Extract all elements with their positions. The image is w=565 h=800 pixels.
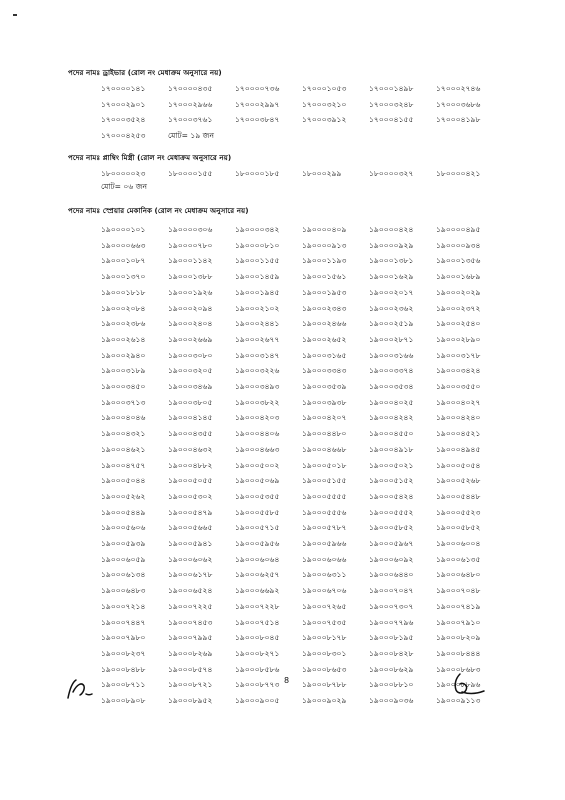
roll-number: ১৯০০০২১০২ bbox=[235, 303, 280, 313]
roll-number: ১৯০০০৮৯০৮ bbox=[101, 696, 146, 706]
roll-number: ১৯০০০৩২২৬ bbox=[235, 366, 280, 376]
roll-number: ১৭০০০১৪৯৮ bbox=[369, 84, 414, 93]
roll-number: ১৯০০০০৬৬৩ bbox=[101, 240, 146, 250]
total-count: মোট= ১৯ জন bbox=[168, 131, 215, 141]
roll-number: ১৯০০০৫৬৬৫ bbox=[168, 523, 213, 533]
roll-number: ১৯০০০০৭৮০ bbox=[168, 240, 213, 250]
roll-number: ১৯০০০৫০৫৫ bbox=[168, 476, 213, 486]
roll-number: ১৯০০০৭৫৩৫ bbox=[302, 617, 347, 627]
roll-number: ১৯০০০৬৫২৪ bbox=[168, 586, 213, 596]
roll-number: ১৯০০০৫৭১৫ bbox=[235, 523, 280, 533]
roll-number: ১৯০০০৫০২১ bbox=[369, 460, 414, 470]
roll-number: ১৯০০০৬৪৪০ bbox=[369, 570, 414, 580]
roll-number: ১৭০০০২৯৬৬ bbox=[168, 99, 213, 109]
roll-number: ১৯০০০২০১৭ bbox=[369, 287, 414, 297]
roll-number: ১৯০০০৬০৬৪ bbox=[235, 554, 280, 564]
roll-number: ১৯০০০৫৩০২ bbox=[168, 491, 213, 501]
roll-number: ১৯০০০৭২২৫ bbox=[168, 601, 213, 611]
roll-number: ১৯০০০৬০৯২ bbox=[369, 554, 414, 564]
roll-number: ১৯০০০১৩৫৬ bbox=[436, 256, 481, 266]
roll-number: ১৯০০০৮৬৫৩ bbox=[302, 664, 347, 674]
roll-number: ১৭০০০০৭৩৬ bbox=[235, 84, 280, 93]
roll-number: ১৯০০০৪২০৩ bbox=[235, 413, 280, 423]
roll-number: ১৯০০০১১৪২ bbox=[168, 256, 213, 266]
roll-number: ১৯০০০১৯৪৫ bbox=[235, 287, 280, 297]
roll-number: ১৯০০০৪৪৮০ bbox=[302, 429, 347, 439]
roll-number: ১৭০০০২৭৪৬ bbox=[436, 84, 481, 93]
roll-number: ১৯০০০২৫১৯ bbox=[369, 319, 414, 329]
roll-number: ১৯০০০৬০৬২ bbox=[168, 554, 213, 564]
roll-number: ১৯০০০৪০২৫ bbox=[369, 397, 414, 407]
section-heading-driver: পদের নামঃ ড্রাইভার (রোল নং মেধাক্রম অনুসারে নয়) bbox=[68, 68, 222, 77]
roll-number: ১৯০০০৭৫১৪ bbox=[235, 617, 280, 627]
roll-number: ১৯০০০৮১৯৫ bbox=[369, 633, 414, 643]
roll-number: ১৯০০০০৪০৯ bbox=[302, 225, 347, 234]
roll-number: ১৯০০০৭৯১০ bbox=[436, 617, 481, 627]
page-number: 8 bbox=[284, 676, 290, 685]
roll-number: ১৯০০০৫৮৫২ bbox=[369, 523, 414, 533]
roll-number: ১৯০০০১৮১৮ bbox=[101, 287, 146, 297]
roll-number: ১৯০০০২৩৭২ bbox=[436, 303, 481, 313]
roll-number: ১৯০০০৩৫৫০ bbox=[436, 382, 481, 392]
roll-number: ১৭০০০১০৫৩ bbox=[302, 84, 347, 93]
roll-number: ১৭০০০৩৬৮৬ bbox=[436, 99, 481, 109]
roll-number: ১৯০০০১৬২৯ bbox=[369, 272, 414, 282]
roll-number: ১৯০০০২৯৪০ bbox=[101, 350, 146, 360]
roll-number: ১৯০০০৪৫২১ bbox=[436, 429, 481, 439]
roll-number: ১৯০০০৪২৪২ bbox=[369, 413, 414, 423]
roll-number: ১৯০০০৩৪৯৩ bbox=[235, 382, 280, 392]
roll-number: ১৯০০০৬০০৪ bbox=[436, 539, 481, 549]
roll-number: ১৯০০০৭৯৯৫ bbox=[168, 633, 213, 643]
roll-number: ১৯০০০৭৯৮০ bbox=[101, 633, 146, 643]
roll-number: ১৯০০০৮০৪৫ bbox=[235, 633, 280, 643]
roll-number: ১৯০০০৪২৪০ bbox=[436, 413, 481, 423]
roll-number: ১৯০০০৭৪৪৭ bbox=[101, 617, 146, 627]
roll-number: ১৯০০০৪০৪৬ bbox=[101, 413, 146, 423]
roll-number: ১৯০০০৭০৪৭ bbox=[369, 586, 414, 596]
roll-number: ১৯০০০৩৪৫০ bbox=[101, 382, 146, 392]
roll-number: ১৯০০০৫০৬৯ bbox=[235, 476, 280, 486]
roll-number: ১৯০০০৫৪২৪ bbox=[369, 491, 414, 501]
roll-number: ১৯০০০০৪২৪ bbox=[369, 225, 414, 234]
roll-number: ১৭০০০৩৫২৪ bbox=[101, 115, 146, 125]
roll-number: ১৯০০০৫৯৬৬ bbox=[302, 539, 347, 549]
total-count: মোট= ০৬ জন bbox=[101, 182, 148, 191]
roll-number: ১৭০০০২৯৯৭ bbox=[235, 99, 280, 109]
roll-number: ১৯০০০৩১৬৬ bbox=[369, 350, 414, 360]
roll-number: ১৯০০০৭২১৪ bbox=[101, 601, 146, 611]
roll-number: ১৯০০০৩৫৩৯ bbox=[302, 382, 347, 392]
roll-number: ১৯০০০৬৪৮৩ bbox=[101, 586, 146, 596]
roll-number: ১৯০০০২৪৬৬ bbox=[302, 319, 347, 329]
roll-number: ১৯০০০৮৭৮৮ bbox=[302, 680, 347, 690]
roll-number: ১৯০০০৬০৬৬ bbox=[302, 554, 347, 564]
roll-number: ১৯০০০১৬৮৯ bbox=[436, 272, 481, 282]
roll-number: ১৭০০০৩২৪৮ bbox=[369, 99, 414, 109]
roll-number: ১৯০০০০৩৪২ bbox=[235, 225, 280, 234]
roll-number: ১৯০০০৩৮০৫ bbox=[168, 397, 213, 407]
roll-number: ১৯০০০৩০৮০ bbox=[168, 350, 213, 360]
roll-number: ১৯০০০৮১৭৮ bbox=[302, 633, 347, 643]
roll-number: ১৯০০০৩৮২২ bbox=[235, 397, 280, 407]
roll-number: ১৯০০০৮৫৭৪ bbox=[168, 664, 213, 674]
section-heading-plumbing: পদের নামঃ প্লাম্বিং মিস্ত্রী (রোল নং মেধাক্রম অনুসারে নয়) bbox=[68, 153, 232, 162]
roll-number: ১৯০০০৫৫২৩ bbox=[436, 507, 481, 517]
roll-number: ১৯০০০০৯২৯ bbox=[369, 240, 414, 250]
roll-number: ১৯০০০৫০১৮ bbox=[302, 460, 347, 470]
roll-number: ১৯০০০৩৪২৪ bbox=[436, 366, 481, 376]
roll-number: ১৯০০০২৮৯০ bbox=[436, 334, 481, 344]
roll-number: ১৯০০০২৪০৪ bbox=[168, 319, 213, 329]
roll-number: ১৯০০০৪৮৮২ bbox=[168, 460, 213, 470]
roll-number: ১৯০০০০৩০৬ bbox=[168, 225, 213, 234]
roll-number: ১৯০০০৪৬২১ bbox=[101, 444, 146, 454]
roll-number: ১৯০০০৫২৬২ bbox=[101, 491, 146, 501]
roll-number: ১৯০০০৮৭১১ bbox=[101, 680, 146, 690]
roll-number: ১৯০০০৩৫৩৪ bbox=[369, 382, 414, 392]
roll-number: ১৭০০০৩৮৪৭ bbox=[235, 115, 280, 125]
roll-number: ১৯০০০২৩৬২ bbox=[369, 303, 414, 313]
section-heading-sprayer: পদের নামঃ স্প্রেয়ার মেকানিক (রোল নং মেধাক্রম অনুসারে নয়) bbox=[68, 206, 249, 215]
roll-number: ১৯০০০৫৪৪৮ bbox=[436, 491, 481, 501]
roll-number: ১৯০০০৭২৬৫ bbox=[302, 601, 347, 611]
roll-number: ১৯০০০৮৭৭৩ bbox=[235, 680, 280, 690]
roll-number: ১৭০০০০৪৩৫ bbox=[168, 84, 213, 93]
roll-number: ১৯০০০১১৯৩ bbox=[302, 256, 347, 266]
roll-number: ১৯০০০৬১৭৮ bbox=[168, 570, 213, 580]
roll-number: ১৯০০০৩১৪৭ bbox=[235, 350, 280, 360]
roll-number: ১৯০০০১৯২৬ bbox=[168, 287, 213, 297]
roll-number: ১৯০০০৮৬২৯ bbox=[369, 664, 414, 674]
roll-number: ১৭০০০০১৪১ bbox=[101, 84, 146, 93]
roll-number: ১৯০০০৬২৫৭ bbox=[235, 570, 280, 580]
roll-number: ১৯০০০৪৩৫৫ bbox=[168, 429, 213, 439]
roll-number: ১৯০০০৫০৪৪ bbox=[101, 476, 146, 486]
roll-number: ১৯০০০৫৯৬৭ bbox=[369, 539, 414, 549]
roll-number: ১৭০০০৪২৫৩ bbox=[101, 131, 146, 141]
roll-number: ১৯০০০৭২২৮ bbox=[235, 601, 280, 611]
roll-number: ১৯০০০৩৩৭৪ bbox=[369, 366, 414, 376]
roll-number: ১৯০০০৯০২৯ bbox=[302, 696, 347, 706]
roll-number: ১৯০০০৪৯৪৫ bbox=[436, 444, 481, 454]
roll-number: ১৯০০০৫৫৮৫ bbox=[235, 507, 280, 517]
roll-number: ১৯০০০২৬১৪ bbox=[101, 334, 146, 344]
roll-number: ১৮০০০০০২৩ bbox=[101, 169, 146, 178]
signature-right bbox=[446, 670, 490, 700]
roll-number: ১৯০০০৩১৬৫ bbox=[302, 350, 347, 360]
roll-number: ১৯০০০৫৫৫২ bbox=[369, 507, 414, 517]
roll-number: ১৯০০০৯০৩৬ bbox=[369, 696, 414, 706]
roll-number: ১৮০০০০৩২৭ bbox=[369, 169, 414, 178]
roll-number: ১৯০০০৪৫৫০ bbox=[369, 429, 414, 439]
roll-number: ১৯০০০৫৬০৬ bbox=[101, 523, 146, 533]
roll-number: ১৮০০০০১৫৫ bbox=[168, 169, 213, 178]
roll-number: ১৯০০০০৯১৩ bbox=[302, 240, 347, 250]
roll-number: ১৯০০০২৬৬৯ bbox=[168, 334, 213, 344]
roll-number: ১৯০০০২৬৫২ bbox=[302, 334, 347, 344]
roll-number: ১৯০০০০৪৯৫ bbox=[436, 225, 481, 234]
roll-number: ১৯০০০২৩৪৩ bbox=[302, 303, 347, 313]
roll-number: ১৯০০০৮২৬৯ bbox=[168, 648, 213, 658]
roll-number: ১৮০০০২৯৯ bbox=[302, 169, 342, 178]
roll-number: ১৯০০০৮৪৪৪ bbox=[436, 648, 481, 658]
roll-number: ১৯০০০৮৮৯৬ bbox=[436, 680, 481, 690]
roll-number: ১৮০০০০১৮৫ bbox=[235, 169, 280, 178]
roll-number: ১৯০০০৪৩২১ bbox=[101, 429, 146, 439]
scan-mark bbox=[13, 14, 17, 16]
roll-number: ১৯০০০৮৪৮৮ bbox=[101, 664, 146, 674]
roll-number: ১৯০০০৫৫৫৬ bbox=[302, 507, 347, 517]
roll-number: ১৭০০০৩৭৬১ bbox=[168, 115, 213, 125]
roll-number: ১৯০০০৬৩১১ bbox=[302, 570, 347, 580]
roll-number: ১৯০০০১০৮৭ bbox=[101, 256, 146, 266]
roll-number: ১৯০০০৭৪৫৩ bbox=[168, 617, 213, 627]
roll-number: ১৯০০০২৪৪১ bbox=[235, 319, 280, 329]
roll-number: ১৭০০০২৯০১ bbox=[101, 99, 146, 109]
roll-number: ১৯০০০৪৭৫৭ bbox=[101, 460, 146, 470]
roll-number: ১৯০০০১৪৫৯ bbox=[235, 272, 280, 282]
roll-number: ১৯০০০৫৯৫৬ bbox=[235, 539, 280, 549]
roll-number: ১৯০০০৩৯৩৮ bbox=[302, 397, 347, 407]
roll-number: ১৯০০০৮২৭১ bbox=[235, 648, 280, 658]
roll-grid-driver bbox=[101, 81, 503, 144]
roll-number: ১৯০০০২৬৭৭ bbox=[235, 334, 280, 344]
roll-number: ১৯০০০৪৬৬৮ bbox=[302, 444, 347, 454]
roll-number: ১৯০০০৮২৩৭ bbox=[101, 648, 146, 658]
roll-number: ১৯০০০৩৪৬৯ bbox=[168, 382, 213, 392]
roll-number: ১৯০০০৭৩০৭ bbox=[369, 601, 414, 611]
roll-number: ১৭০০০৪১৯৮ bbox=[436, 115, 481, 125]
roll-number: ১৯০০০৩১৮৯ bbox=[101, 366, 146, 376]
roll-number: ১৯০০০৮৩০১ bbox=[302, 648, 347, 658]
roll-number: ১৯০০০৭৭৯৬ bbox=[369, 617, 414, 627]
roll-number: ১৯০০০১৩৮৮ bbox=[168, 272, 213, 282]
roll-number: ১৯০০০০১০১ bbox=[101, 225, 146, 234]
roll-number: ১৯০০০১১৫৫ bbox=[235, 256, 280, 266]
roll-number: ১৯০০০৫৮৫২ bbox=[436, 523, 481, 533]
roll-number: ১৯০০০৮২০৯ bbox=[436, 633, 481, 643]
roll-number: ১৯০০০১৩৮১ bbox=[369, 256, 414, 266]
roll-number: ১৯০০০০৮১০ bbox=[235, 240, 280, 250]
roll-number: ১৯০০০৫৪৪৯ bbox=[101, 507, 146, 517]
roll-number: ১৯০০০৬০৫৯ bbox=[101, 554, 146, 564]
roll-number: ১৭০০০৩৯১২ bbox=[302, 115, 347, 125]
roll-number: ১৯০০০২০৯৪ bbox=[168, 303, 213, 313]
roll-number: ১৯০০০৪৪০৬ bbox=[235, 429, 280, 439]
roll-grid-sprayer bbox=[101, 222, 503, 709]
roll-number: ১৯০০০৪৬৩২ bbox=[168, 444, 213, 454]
roll-number: ১৯০০০৫৯৩৯ bbox=[101, 539, 146, 549]
roll-number: ১৯০০০৮৪২৮ bbox=[369, 648, 414, 658]
roll-number: ১৯০০০৮৯৫২ bbox=[168, 696, 213, 706]
roll-grid-plumbing bbox=[101, 166, 503, 182]
roll-number: ১৯০০০২০৮৪ bbox=[101, 303, 146, 313]
roll-number: ১৯০০০৫০০২ bbox=[235, 460, 280, 470]
roll-number: ১৯০০০৫২৬৮ bbox=[436, 476, 481, 486]
roll-number: ১৯০০০৯১১৩ bbox=[436, 696, 481, 706]
roll-number: ১৯০০০৫৩৫৫ bbox=[235, 491, 280, 501]
roll-number: ১৮০০০০৪২১ bbox=[436, 169, 481, 178]
roll-number: ১৯০০০০৯৩৪ bbox=[436, 240, 481, 250]
roll-number: ১৭০০০৩২১০ bbox=[302, 99, 347, 109]
roll-number: ১৯০০০৩৩৪৩ bbox=[302, 366, 347, 376]
roll-number: ১৯০০০৬৪৮০ bbox=[436, 570, 481, 580]
roll-number: ১৯০০০৬৭০৬ bbox=[302, 586, 347, 596]
roll-number: ১৯০০০২০২৯ bbox=[436, 287, 481, 297]
roll-number: ১৯০০০৩৭১৩ bbox=[101, 397, 146, 407]
roll-number: ১৯০০০৭৪১৯ bbox=[436, 601, 481, 611]
roll-number: ১৯০০০৫১৫৫ bbox=[302, 476, 347, 486]
signature-left bbox=[64, 676, 104, 702]
roll-number: ১৯০০০৫৫৫৫ bbox=[302, 491, 347, 501]
roll-number: ১৯০০০২৩৮৬ bbox=[101, 319, 146, 329]
roll-number: ১৯০০০৫১৫২ bbox=[369, 476, 414, 486]
roll-number: ১৯০০০৪৬৬৩ bbox=[235, 444, 280, 454]
roll-number: ১৯০০০৪৯১৮ bbox=[369, 444, 414, 454]
roll-number: ১৯০০০১৩৭০ bbox=[101, 272, 146, 282]
roll-number: ১৯০০০২৫৪০ bbox=[436, 319, 481, 329]
roll-number: ১৯০০০১৫৬১ bbox=[302, 272, 347, 282]
roll-number: ১৯০০০৫৭৮৭ bbox=[302, 523, 347, 533]
roll-number: ১৯০০০৮৫৮৬ bbox=[235, 664, 280, 674]
roll-number: ১৭০০০৪১৫৫ bbox=[369, 115, 414, 125]
roll-number: ১৯০০০৩২০৫ bbox=[168, 366, 213, 376]
roll-number: ১৯০০০৮৭২১ bbox=[168, 680, 213, 690]
roll-number: ১৯০০০৬১৩৫ bbox=[436, 554, 481, 564]
roll-number: ১৯০০০৯০০৫ bbox=[235, 696, 280, 706]
roll-number: ১৯০০০৮৮১০ bbox=[369, 680, 414, 690]
roll-number: ১৯০০০৪২০৭ bbox=[302, 413, 347, 423]
roll-number: ১৯০০০৫৯৪১ bbox=[168, 539, 213, 549]
roll-number: ১৯০০০১৯৫৩ bbox=[302, 287, 347, 297]
roll-number: ১৯০০০৩১৭৮ bbox=[436, 350, 481, 360]
roll-number: ১৯০০০৭০৪৮ bbox=[436, 586, 481, 596]
roll-number: ১৯০০০৬১৩৪ bbox=[101, 570, 146, 580]
roll-number: ১৯০০০৫০৫৪ bbox=[436, 460, 481, 470]
roll-number: ১৯০০০৮৬৮৩ bbox=[436, 664, 481, 674]
roll-number: ১৯০০০৫৪৭৯ bbox=[168, 507, 213, 517]
roll-number: ১৯০০০৬৬৯২ bbox=[235, 586, 280, 596]
roll-number: ১৯০০০৪০২৭ bbox=[436, 397, 481, 407]
roll-number: ১৯০০০৪১৪৫ bbox=[168, 413, 213, 423]
roll-number: ১৯০০০২৮৭১ bbox=[369, 334, 414, 344]
